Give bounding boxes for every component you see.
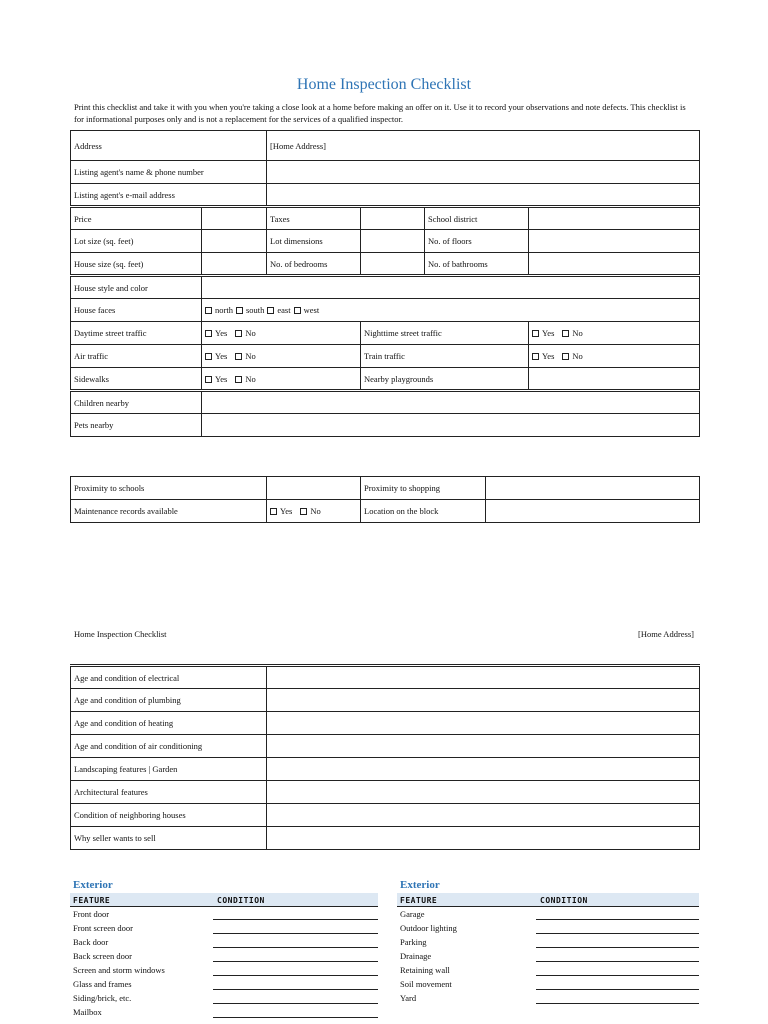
- heating-field[interactable]: [267, 712, 700, 735]
- column-header: [70, 893, 378, 907]
- yes-label: Yes: [280, 506, 293, 516]
- landscaping-field[interactable]: [267, 758, 700, 781]
- feature-label: Outdoor lighting: [400, 923, 457, 933]
- no-label: No: [310, 506, 321, 516]
- sidewalks-options: [202, 368, 361, 391]
- feature-label: Screen and storm windows: [73, 965, 165, 975]
- feature-label: Parking: [400, 937, 427, 947]
- feature-header: FEATURE: [73, 896, 111, 905]
- east-label: east: [277, 305, 291, 315]
- neighbors-field[interactable]: [267, 804, 700, 827]
- feature-label: Glass and frames: [73, 979, 132, 989]
- feature-label: Back screen door: [73, 951, 133, 961]
- list-item: [70, 991, 378, 1005]
- no-label: No: [245, 328, 256, 338]
- condition-line[interactable]: [213, 989, 378, 990]
- list-item: [70, 963, 378, 977]
- list-item: [397, 907, 699, 921]
- condition-line[interactable]: [213, 1003, 378, 1004]
- school-field[interactable]: [529, 207, 700, 230]
- list-item: [70, 1005, 378, 1019]
- feature-label: Mailbox: [73, 1007, 102, 1017]
- condition-header: CONDITION: [217, 896, 265, 905]
- condition-header: CONDITION: [540, 896, 588, 905]
- shopping-field[interactable]: [486, 477, 700, 500]
- exterior-section-right: [397, 879, 699, 1005]
- feature-header: FEATURE: [400, 896, 438, 905]
- bathrooms-field[interactable]: [529, 253, 700, 276]
- feature-label: Siding/brick, etc.: [73, 993, 132, 1003]
- maintenance-options: [267, 500, 361, 523]
- condition-line[interactable]: [213, 947, 378, 948]
- page2-header: [74, 629, 694, 639]
- list-item: [397, 949, 699, 963]
- north-checkbox[interactable]: [205, 307, 212, 314]
- pets-label: Pets nearby: [71, 414, 202, 437]
- school-label: School district: [425, 207, 529, 230]
- list-item: [397, 991, 699, 1005]
- no-checkbox[interactable]: [235, 330, 242, 337]
- property-form: [70, 130, 700, 437]
- list-item: [397, 963, 699, 977]
- train-traffic-options: [529, 345, 700, 368]
- proximity-form: [70, 476, 700, 523]
- electrical-label: Age and condition of electrical: [71, 666, 267, 689]
- floors-label: No. of floors: [425, 230, 529, 253]
- shopping-label: Proximity to shopping: [361, 477, 486, 500]
- playgrounds-field[interactable]: [529, 368, 700, 391]
- faces-label: House faces: [71, 299, 202, 322]
- yes-checkbox[interactable]: [532, 353, 539, 360]
- electrical-field[interactable]: [267, 666, 700, 689]
- condition-form: [70, 664, 700, 850]
- yes-label: Yes: [215, 328, 228, 338]
- bedrooms-field[interactable]: [361, 253, 425, 276]
- list-item: [397, 935, 699, 949]
- page2-header-title: Home Inspection Checklist: [74, 629, 167, 639]
- feature-label: Front door: [73, 909, 110, 919]
- no-checkbox[interactable]: [562, 353, 569, 360]
- feature-label: Yard: [400, 993, 417, 1003]
- air-traffic-label: Air traffic: [71, 345, 202, 368]
- condition-line[interactable]: [536, 947, 699, 948]
- condition-line[interactable]: [536, 989, 699, 990]
- style-field[interactable]: [202, 276, 700, 299]
- taxes-field[interactable]: [361, 207, 425, 230]
- taxes-label: Taxes: [267, 207, 361, 230]
- seller-reason-label: Why seller wants to sell: [71, 827, 267, 850]
- no-checkbox[interactable]: [300, 508, 307, 515]
- agent-label: Listing agent's name & phone number: [71, 161, 267, 184]
- west-checkbox[interactable]: [294, 307, 301, 314]
- night-traffic-label: Nighttime street traffic: [361, 322, 529, 345]
- condition-line[interactable]: [213, 961, 378, 962]
- list-item: [70, 907, 378, 921]
- south-label: south: [245, 305, 265, 315]
- yes-checkbox[interactable]: [205, 330, 212, 337]
- yes-checkbox[interactable]: [532, 330, 539, 337]
- lot-field[interactable]: [202, 230, 267, 253]
- ac-field[interactable]: [267, 735, 700, 758]
- address-label: Address: [71, 131, 267, 161]
- address-field[interactable]: [Home Address]: [267, 131, 700, 161]
- no-label: No: [572, 351, 583, 361]
- no-label: No: [572, 328, 583, 338]
- exterior-section-left: [70, 879, 378, 1019]
- style-label: House style and color: [71, 276, 202, 299]
- email-field[interactable]: [267, 184, 700, 207]
- maintenance-label: Maintenance records available: [71, 500, 267, 523]
- north-label: north: [215, 305, 233, 315]
- price-label: Price: [71, 207, 202, 230]
- floors-field[interactable]: [529, 230, 700, 253]
- list-item: [397, 921, 699, 935]
- east-checkbox[interactable]: [267, 307, 274, 314]
- section-title: Exterior: [400, 879, 440, 891]
- yes-label: Yes: [542, 351, 555, 361]
- no-label: No: [245, 373, 256, 384]
- condition-line[interactable]: [536, 933, 699, 934]
- train-traffic-label: Train traffic: [361, 345, 529, 368]
- price-field[interactable]: [202, 207, 267, 230]
- sidewalks-label: Sidewalks: [71, 368, 202, 391]
- pets-field[interactable]: [202, 414, 700, 437]
- feature-label: Front screen door: [73, 923, 133, 933]
- yes-label: Yes: [215, 351, 228, 361]
- list-item: [70, 921, 378, 935]
- no-checkbox[interactable]: [235, 353, 242, 360]
- agent-field[interactable]: [267, 161, 700, 184]
- bathrooms-label: No. of bathrooms: [425, 253, 529, 276]
- plumbing-field[interactable]: [267, 689, 700, 712]
- neighbors-label: Condition of neighboring houses: [71, 804, 267, 827]
- condition-line[interactable]: [213, 933, 378, 934]
- column-header: [397, 893, 699, 907]
- list-item: [70, 977, 378, 991]
- no-checkbox[interactable]: [235, 376, 242, 383]
- schools-field[interactable]: [267, 477, 361, 500]
- feature-label: Soil movement: [400, 979, 452, 989]
- condition-line[interactable]: [536, 975, 699, 976]
- air-traffic-options: [202, 345, 361, 368]
- landscaping-label: Landscaping features | Garden: [71, 758, 267, 781]
- bedrooms-label: No. of bedrooms: [267, 253, 361, 276]
- feature-label: Retaining wall: [400, 965, 450, 975]
- children-label: Children nearby: [71, 391, 202, 414]
- day-traffic-label: Daytime street traffic: [71, 322, 202, 345]
- day-traffic-options: [202, 322, 361, 345]
- south-checkbox[interactable]: [236, 307, 243, 314]
- no-label: No: [245, 351, 256, 361]
- heating-label: Age and condition of heating: [71, 712, 267, 735]
- location-label: Location on the block: [361, 500, 486, 523]
- page2-header-address: [Home Address]: [638, 629, 694, 639]
- condition-line[interactable]: [213, 919, 378, 920]
- house-size-field[interactable]: [202, 253, 267, 276]
- yes-label: Yes: [215, 373, 228, 384]
- architectural-label: Architectural features: [71, 781, 267, 804]
- yes-checkbox[interactable]: [270, 508, 277, 515]
- page-title: Home Inspection Checklist: [296, 76, 472, 93]
- yes-label: Yes: [542, 328, 555, 338]
- house-size-label: House size (sq. feet): [71, 253, 202, 276]
- feature-label: Garage: [400, 909, 425, 919]
- section-title: Exterior: [73, 879, 113, 891]
- architectural-field[interactable]: [267, 781, 700, 804]
- list-item: [70, 949, 378, 963]
- no-checkbox[interactable]: [562, 330, 569, 337]
- email-label: Listing agent's e-mail address: [71, 184, 267, 207]
- faces-options: [202, 299, 700, 322]
- ac-label: Age and condition of air conditioning: [71, 735, 267, 758]
- yes-checkbox[interactable]: [205, 353, 212, 360]
- list-item: [397, 977, 699, 991]
- playgrounds-label: Nearby playgrounds: [361, 368, 529, 391]
- lotdim-field[interactable]: [361, 230, 425, 253]
- condition-line[interactable]: [213, 1017, 378, 1018]
- condition-line[interactable]: [536, 1003, 699, 1004]
- location-field[interactable]: [486, 500, 700, 523]
- lotdim-label: Lot dimensions: [267, 230, 361, 253]
- plumbing-label: Age and condition of plumbing: [71, 689, 267, 712]
- condition-line[interactable]: [213, 975, 378, 976]
- feature-label: Back door: [73, 937, 109, 947]
- lot-label: Lot size (sq. feet): [71, 230, 202, 253]
- night-traffic-options: [529, 322, 700, 345]
- west-label: west: [303, 305, 320, 315]
- feature-label: Drainage: [400, 951, 432, 961]
- seller-reason-field[interactable]: [267, 827, 700, 850]
- intro-text: Print this checklist and take it with you when you're taking a close look at a home before making an offer on it. Use it to record your observations and note defects. This checklist is for informational purposes only and is not a replacement for the services of a qualified inspector.: [74, 102, 686, 124]
- schools-label: Proximity to schools: [71, 477, 267, 500]
- condition-line[interactable]: [536, 961, 699, 962]
- condition-line[interactable]: [536, 919, 699, 920]
- list-item: [70, 935, 378, 949]
- children-field[interactable]: [202, 391, 700, 414]
- yes-checkbox[interactable]: [205, 376, 212, 383]
